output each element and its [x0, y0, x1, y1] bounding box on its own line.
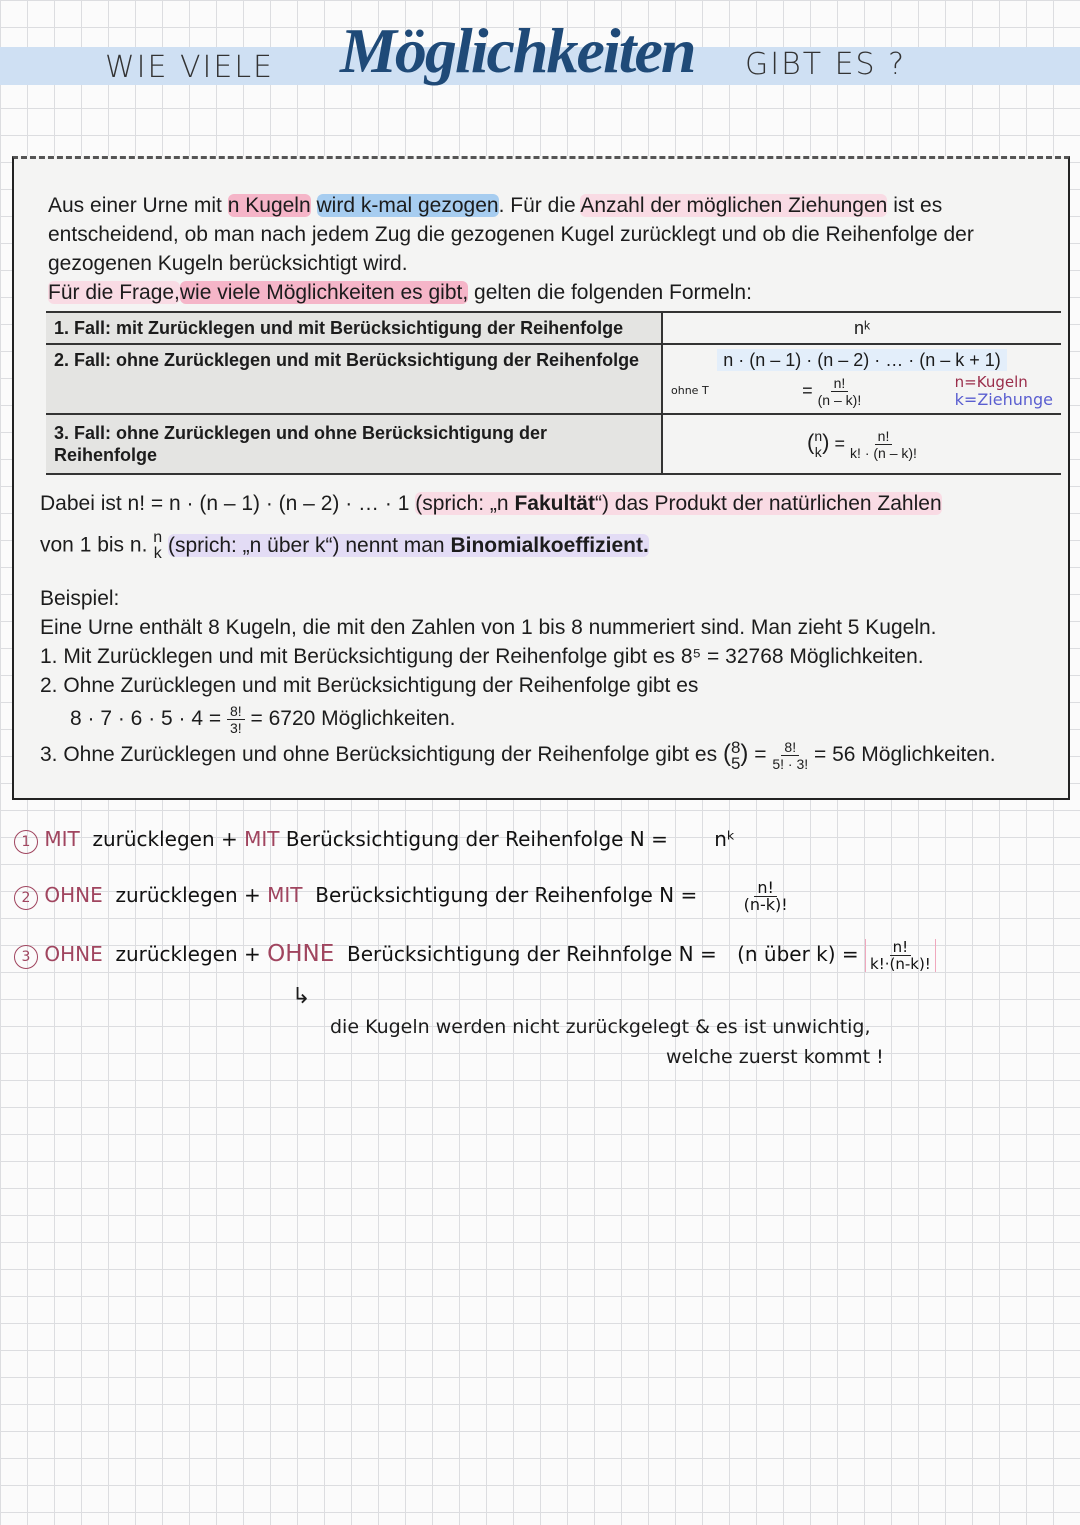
example-heading: Beispiel: [40, 587, 120, 610]
equals: = [802, 379, 813, 400]
page-content [0, 156, 1080, 1072]
case-label: 2. Fall: ohne Zurücklegen und mit Berücksichtigung der Reihenfolge [46, 344, 662, 414]
equals: = [834, 432, 846, 453]
intro-line-4: Für die Frage,wie viele Möglichkeiten es gibt, gelten die folgenden Formeln: [48, 281, 752, 304]
definitions [40, 489, 1046, 562]
case-formula: nᵏ [662, 312, 1061, 344]
example-item-2-calc: 8 · 7 · 6 · 5 · 4 = $\frac{8!}{3!}$ = 6720 Möglichkeiten. [70, 703, 456, 736]
intro [48, 191, 1046, 307]
comment-line-2: welche zuerst kommt ! [666, 1046, 884, 1068]
binomial-symbol: n k [153, 529, 163, 562]
product-formula: n · (n – 1) · (n – 2) · … · (n – k + 1) [717, 349, 1007, 371]
formula-table [46, 311, 1061, 475]
printed-textbox [12, 156, 1070, 800]
note-line-2: 2 OHNE zurücklegen + MIT Berücksichtigung der Reihenfolge N = $\frac{n!}{(n-k)!}$ [14, 880, 1080, 913]
note-n: n=Kugeln [954, 373, 1028, 391]
comment-arrow: ↳ [292, 984, 311, 1009]
fraction-group [802, 375, 861, 408]
formula-second-line [671, 373, 1053, 409]
header-right: GIBT ES ? [745, 47, 907, 82]
example-item-3: 3. Ohne Zurücklegen und ohne Berücksichtigung der Reihenfolge gibt es ( 8 5 ) = $\frac{8!}{5! \cdot 3!}$ = 56 Möglichkeiten. [40, 737, 996, 773]
variable-notes [955, 373, 1053, 409]
example-item-1: 1. Mit Zurücklegen und mit Berücksichtigung der Reihenfolge gibt es 8⁵ = 32768 Möglichkeiten. [40, 645, 924, 668]
example-intro: Eine Urne enthält 8 Kugeln, die mit den Zahlen von 1 bis 8 nummeriert sind. Man zieht 5 Kugeln. [40, 616, 937, 639]
table-row [46, 344, 1061, 414]
handwritten-notes [0, 800, 1080, 1072]
header-left: WIE VIELE [105, 50, 274, 85]
example-item-2: 2. Ohne Zurücklegen und mit Berücksichtigung der Reihenfolge gibt es [40, 674, 699, 697]
table-row [46, 414, 1061, 474]
note-line-1: 1 MIT zurücklegen + MIT Berücksichtigung der Reihenfolge N = nᵏ [14, 824, 1080, 854]
binom-open: ( [807, 428, 815, 454]
intro-line-1: Aus einer Urne mit n Kugeln wird k-mal gezogen. Für die Anzahl der möglichen Ziehungen ist es [48, 194, 943, 217]
def-line-2: von 1 bis n. n k (sprich: „n über k“) nennt man Binomialkoeffizient. [40, 529, 649, 562]
note-k: k=Ziehunge [954, 390, 1053, 409]
def-line-1: Dabei ist n! = n · (n – 1) · (n – 2) · … · 1 (sprich: „n Fakultät“) das Produkt der natürlichen Zahlen [40, 492, 942, 515]
fraction: $\frac{n!}{k! \cdot (n - k)!}$ [850, 427, 917, 461]
case-label: 3. Fall: ohne Zurücklegen und ohne Berücksichtigung der Reihenfolge [46, 414, 662, 474]
case-formula [662, 344, 1061, 414]
binom-close: ) [822, 428, 830, 454]
comment-line-1: die Kugeln werden nicht zurückgelegt & es ist unwichtig, [330, 1016, 871, 1038]
note-line-3: 3 OHNE zurücklegen + OHNE Berücksichtigung der Reihnfolge N = (n über k) = $\frac{n!}{k!\cdot(n-k)!}$ [14, 939, 1080, 972]
case-formula [662, 414, 1061, 474]
intro-line-2: entscheidend, ob man nach jedem Zug die gezogenen Kugel zurücklegt und ob die Reihenfolge der [48, 223, 974, 246]
binomial: n k [814, 428, 823, 460]
example [40, 584, 1046, 772]
note-ohne: ohne T [671, 384, 709, 397]
case-label: 1. Fall: mit Zurücklegen und mit Berücksichtigung der Reihenfolge [46, 312, 662, 344]
fraction: $\frac{n!}{(n - k)!}$ [817, 374, 862, 408]
page-title: Möglichkeiten [340, 15, 695, 86]
table-row [46, 312, 1061, 344]
intro-line-3: gezogenen Kugeln berücksichtigt wird. [48, 252, 408, 275]
